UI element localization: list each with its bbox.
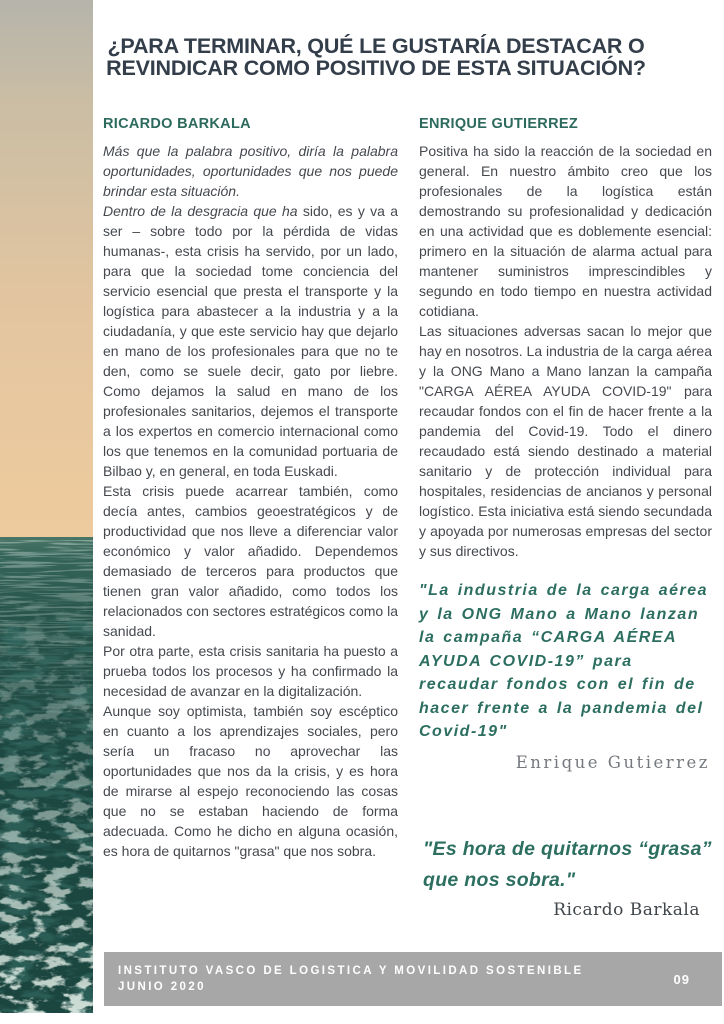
barkala-paragraph-2-rest: sido, es y va a ser – sobre todo por la pérdida de vidas humanas-, esta crisis ha servido, por un lado, para que la sociedad tome conciencia del servicio esencial que presta el transporte y la logística para abastecer a la industria y a la ciudadanía, y que este servicio hay que dejarlo en mano de los profesionales para que no te den, como se suele decir, gato por liebre. Como dejamos la salud en mano de los profesionales sanitarios, dejemos el transporte a los expertos en comercio internacional como los que tenemos en la comunidad portuaria de Bilbao y, en general, en toda Euskadi. bbox=[103, 203, 398, 479]
column-heading-ricardo-barkala: RICARDO BARKALA bbox=[103, 116, 251, 132]
barkala-paragraph-5: Aunque soy optimista, también soy escéptico en cuanto a los aprendizajes sociales, pero sería un fracaso no aprovechar las oportunidades que nos da la crisis, y es hora de mirarse al espejo reconociendo las cosas que no se estaban haciendo de forma adecuada. Como he dicho en alguna ocasión, es hora de quitarnos "grasa" que nos sobra. bbox=[103, 703, 398, 859]
barkala-paragraph-2-lead: Dentro de la desgracia que ha bbox=[103, 203, 298, 219]
barkala-paragraph-1: Más que la palabra positivo, diría la palabra oportunidades, oportunidades que nos puede brindar esta situación. bbox=[103, 143, 398, 199]
page-title bbox=[103, 36, 649, 79]
footer-issue-date: JUNIO 2020 bbox=[118, 981, 206, 993]
footer-institute-name: INSTITUTO VASCO DE LOGISTICA Y MOVILIDAD SOSTENIBLE bbox=[118, 965, 584, 977]
column-heading-enrique-gutierrez: ENRIQUE GUTIERREZ bbox=[419, 116, 578, 132]
sea-sunset-photo bbox=[0, 0, 93, 1013]
gutierrez-paragraph-1: Positiva ha sido la reacción de la sociedad en general. En nuestro ámbito creo que los profesionales de la logística están demostrando su profesionalidad y dedicación en una actividad que es doblemente esencial: primero en la situación de alarma actual para mantener suministros imprescindibles y segundo en todo tiempo en nuestra actividad cotidiana. bbox=[419, 143, 712, 319]
page-title-line-2: REVINDICAR COMO POSITIVO DE ESTA SITUACIÓN? bbox=[106, 55, 646, 80]
sea-sunset-illustration bbox=[0, 0, 93, 1013]
gutierrez-paragraph-2: Las situaciones adversas sacan lo mejor que hay en nosotros. La industria de la carga aérea y la ONG Mano a Mano lanzan la campaña "CARGA AÉREA AYUDA COVID-19" para recaudar fondos con el fin de hacer frente a la pandemia del Covid-19. Todo el dinero recaudado está siendo destinado a material sanitario y de protección individual para hospitales, residencias de ancianos y personal logístico. Esta iniciativa está siendo secundada y apoyada por numerosas empresas del sector y sus directivos. bbox=[419, 323, 712, 559]
barkala-paragraph-4: Por otra parte, esta crisis sanitaria ha puesto a prueba todos los procesos y ha confirmado la necesidad de avanzar en la digitalización. bbox=[103, 643, 398, 699]
footer-bar bbox=[104, 952, 722, 1006]
barkala-paragraph-2 bbox=[103, 201, 398, 481]
interview-columns bbox=[103, 116, 712, 920]
quote-attribution-enrique-gutierrez: Enrique Gutierrez bbox=[515, 752, 710, 772]
page-number: 09 bbox=[673, 971, 690, 987]
barkala-paragraph-3: Esta crisis puede acarrear también, como decía antes, cambios geoestratégicos y de productividad que nos lleve a diferenciar valor económico y valor añadido. Dependemos demasiado de terceros para productos que tienen gran valor añadido, como todos los relacionados con sectores estratégicos como la sanidad. bbox=[103, 483, 398, 639]
footer-text bbox=[118, 963, 584, 995]
pull-quote-grasa: "Es hora de quitarnos “grasa” que nos sobra." bbox=[423, 837, 712, 891]
page-title-line-1: ¿PARA TERMINAR, QUÉ LE GUSTARÍA DESTACAR O bbox=[107, 34, 645, 58]
pull-quote-carga-aerea: "La industria de la carga aérea y la ONG Mano a Mano lanzan la campaña “CARGA AÉREA AYUDA COVID-19” para recaudar fondos con el fin de hacer frente a la pandemia del Covid-19" bbox=[419, 582, 709, 740]
quote-attribution-ricardo-barkala: Ricardo Barkala bbox=[553, 899, 700, 920]
column-ricardo-barkala bbox=[103, 116, 398, 920]
column-enrique-gutierrez bbox=[419, 116, 712, 920]
